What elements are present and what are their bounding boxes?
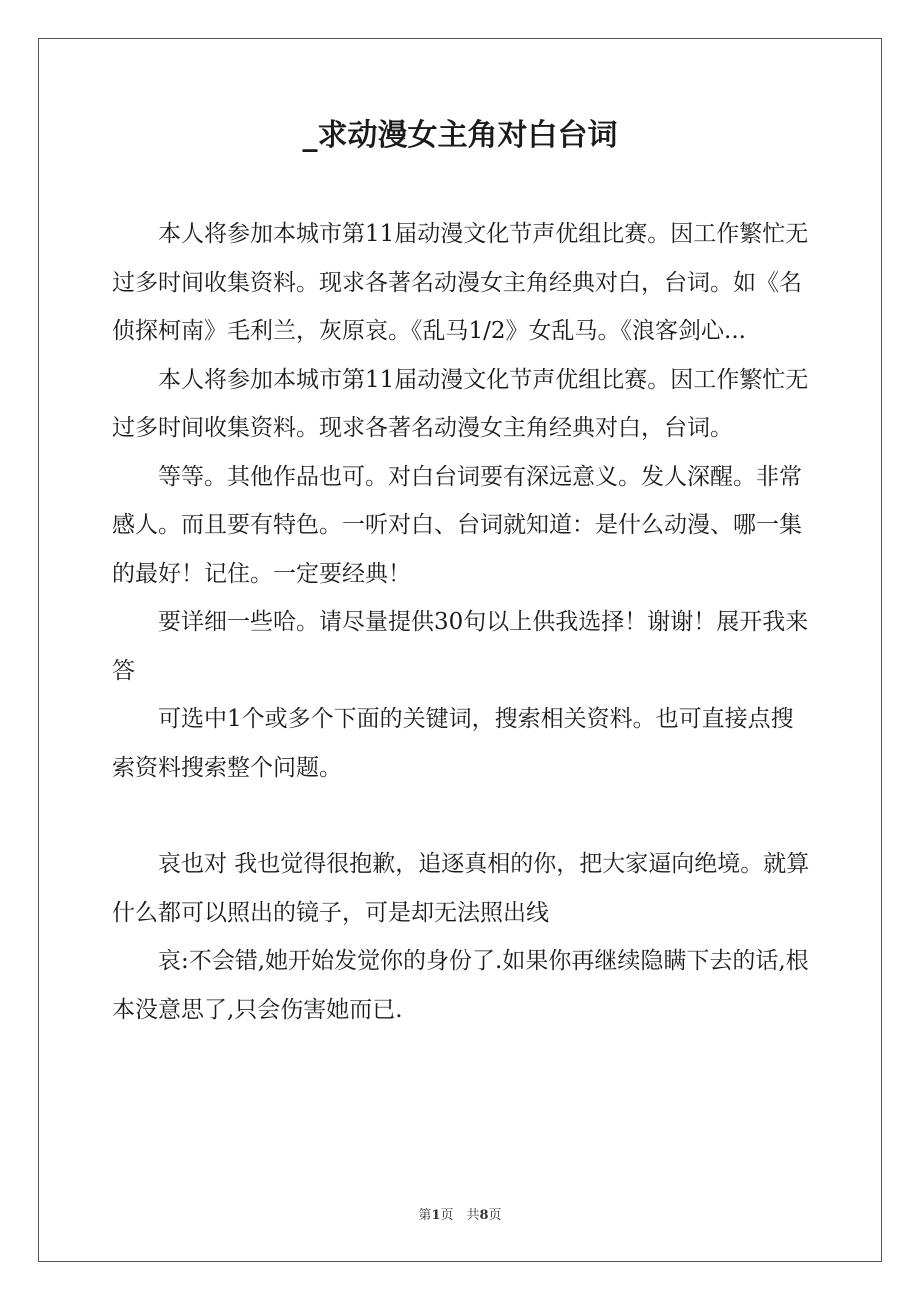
footer-page-suffix: 页: [488, 1208, 502, 1223]
paragraph-quote-1: 哀也对 我也觉得很抱歉，追逐真相的你，把大家逼向绝境。就算什么都可以照出的镜子，可是却无法照出线: [112, 851, 810, 926]
page-footer: [0, 1206, 920, 1226]
paragraph-details: 要详细一些哈。请尽量提供30句以上供我选择！谢谢！展开我来答: [112, 609, 809, 684]
paragraph-requirements: 等等。其他作品也可。对白台词要有深远意义。发人深醒。非常感人。而且要有特色。一听对白、台词就知道：是什么动漫、哪一集的最好！记住。一定要经典！: [112, 463, 802, 587]
document-title: _求动漫女主角对白台词: [302, 118, 618, 153]
paragraph-intro: 本人将参加本城市第11届动漫文化节声优组比赛。因工作繁忙无过多时间收集资料。现求各著名动漫女主角经典对白，台词。如《名侦探柯南》毛利兰，灰原哀。《乱马1/2》女乱马。《浪客剑心...: [112, 221, 809, 344]
footer-page-mid: 页 共: [440, 1208, 480, 1223]
footer-current-page: 1: [431, 1208, 441, 1223]
footer-page-prefix: 第: [418, 1208, 432, 1223]
footer-total-pages: 8: [479, 1208, 489, 1223]
paragraph-keywords-hint: 可选中1个或多个下面的关键词，搜索相关资料。也可直接点搜索资料搜索整个问题。: [112, 706, 794, 781]
paragraph-request: 本人将参加本城市第11届动漫文化节声优组比赛。因工作繁忙无过多时间收集资料。现求各著名动漫女主角经典对白，台词。: [112, 366, 809, 441]
document-body: [112, 210, 812, 1034]
paragraph-quote-2: 哀:不会错,她开始发觉你的身份了.如果你再继续隐瞒下去的话,根本没意思了,只会伤害她而已.: [112, 948, 809, 1023]
